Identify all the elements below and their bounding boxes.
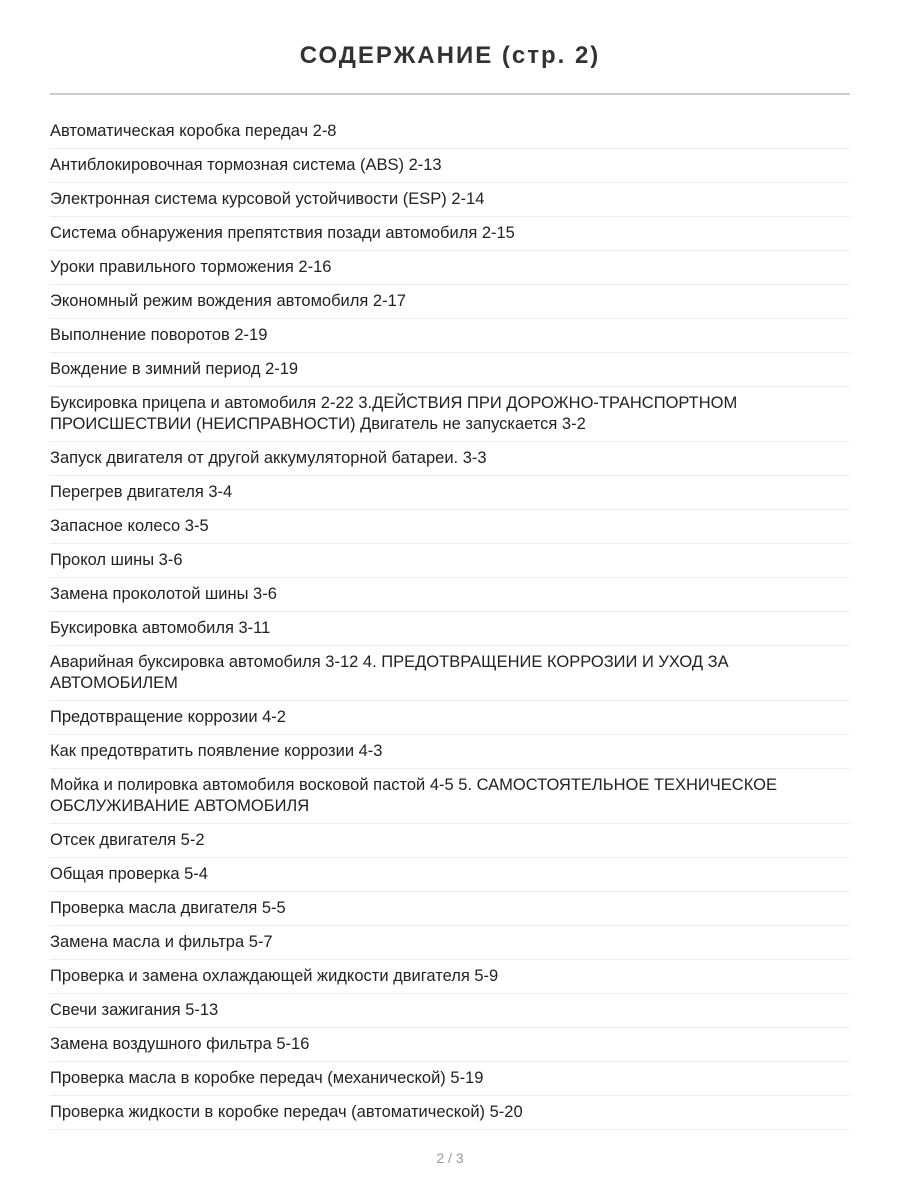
toc-item: Проверка масла двигателя 5-5 bbox=[50, 892, 850, 926]
toc-item: Буксировка автомобиля 3-11 bbox=[50, 612, 850, 646]
page-title: СОДЕРЖАНИЕ (стр. 2) bbox=[299, 42, 601, 69]
header-divider bbox=[50, 93, 850, 95]
toc-item: Предотвращение коррозии 4-2 bbox=[50, 701, 850, 735]
toc-item: Антиблокировочная тормозная система (ABS) 2-13 bbox=[50, 149, 850, 183]
toc-item: Вождение в зимний период 2-19 bbox=[50, 353, 850, 387]
toc-item: Замена воздушного фильтра 5-16 bbox=[50, 1028, 850, 1062]
toc-item: Проверка жидкости в коробке передач (автоматической) 5-20 bbox=[50, 1096, 850, 1130]
toc-item: Уроки правильного торможения 2-16 bbox=[50, 251, 850, 285]
table-of-contents bbox=[50, 115, 850, 1130]
toc-item: Экономный режим вождения автомобиля 2-17 bbox=[50, 285, 850, 319]
toc-item: Запасное колесо 3-5 bbox=[50, 510, 850, 544]
toc-item: Система обнаружения препятствия позади автомобиля 2-15 bbox=[50, 217, 850, 251]
toc-item: Свечи зажигания 5-13 bbox=[50, 994, 850, 1028]
toc-item: Мойка и полировка автомобиля восковой пастой 4-5 5. САМОСТОЯТЕЛЬНОЕ ТЕХНИЧЕСКОЕ ОБСЛУЖИВАНИЕ АВТОМОБИЛЯ bbox=[50, 769, 850, 824]
toc-item: Аварийная буксировка автомобиля 3-12 4. ПРЕДОТВРАЩЕНИЕ КОРРОЗИИ И УХОД ЗА АВТОМОБИЛЕМ bbox=[50, 646, 850, 701]
toc-item: Перегрев двигателя 3-4 bbox=[50, 476, 850, 510]
toc-item: Прокол шины 3-6 bbox=[50, 544, 850, 578]
toc-item: Как предотвратить появление коррозии 4-3 bbox=[50, 735, 850, 769]
toc-item: Отсек двигателя 5-2 bbox=[50, 824, 850, 858]
toc-item: Запуск двигателя от другой аккумуляторной батареи. 3-3 bbox=[50, 442, 850, 476]
toc-item: Проверка масла в коробке передач (механической) 5-19 bbox=[50, 1062, 850, 1096]
toc-item: Электронная система курсовой устойчивости (ESP) 2-14 bbox=[50, 183, 850, 217]
document-page bbox=[50, 0, 850, 1130]
toc-item: Замена проколотой шины 3-6 bbox=[50, 578, 850, 612]
toc-item: Буксировка прицепа и автомобиля 2-22 3.ДЕЙСТВИЯ ПРИ ДОРОЖНО-ТРАНСПОРТНОМ ПРОИСШЕСТВИИ (НЕИСПРАВНОСТИ) Двигатель не запускается 3-2 bbox=[50, 387, 850, 442]
toc-item: Общая проверка 5-4 bbox=[50, 858, 850, 892]
toc-item: Проверка и замена охлаждающей жидкости двигателя 5-9 bbox=[50, 960, 850, 994]
toc-item: Замена масла и фильтра 5-7 bbox=[50, 926, 850, 960]
toc-item: Выполнение поворотов 2-19 bbox=[50, 319, 850, 353]
page-indicator: 2 / 3 bbox=[436, 1150, 464, 1166]
toc-item: Автоматическая коробка передач 2-8 bbox=[50, 115, 850, 149]
